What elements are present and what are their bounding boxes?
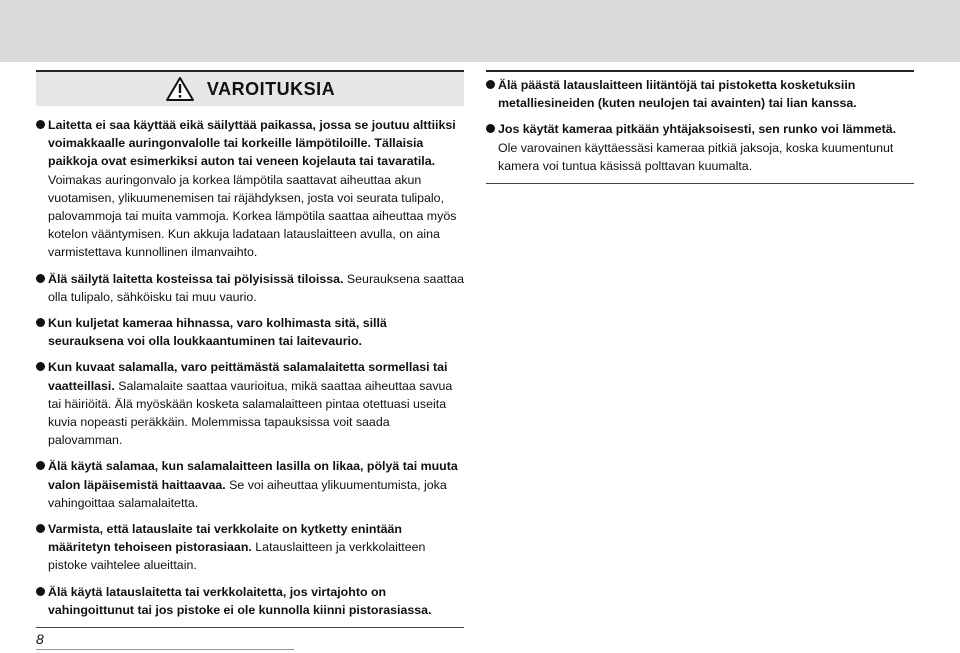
warning-triangle-icon xyxy=(165,76,195,102)
footer-rule xyxy=(36,649,294,650)
warning-item xyxy=(36,358,464,449)
warning-item-bold-text: Kun kuvaat salamalla, varo peittämästä salamalaitetta sormellasi tai vaatteillasi. xyxy=(48,360,448,393)
warning-item xyxy=(486,76,914,112)
warning-item-text: Ole varovainen käyttäessäsi kameraa pitkiä jaksoja, koska kuumentunut kamera voi tuntua käsissä polttavan kuumalta. xyxy=(498,140,894,173)
bullet-icon xyxy=(486,80,495,89)
bullet-icon xyxy=(36,362,45,371)
right-warning-list xyxy=(486,72,914,175)
warning-item-bold-text: Jos käytät kameraa pitkään yhtäjaksoisesti, sen runko voi lämmetä. xyxy=(498,122,897,137)
warning-item-bold-text: Kun kuljetat kameraa hihnassa, varo kolhimasta sitä, sillä seurauksena voi olla loukkaantuminen tai laitevaurio. xyxy=(48,316,387,349)
warning-item-text: Se voi aiheuttaa ylikuumentumista, joka vahingoittaa salamalaitetta. xyxy=(48,477,447,510)
warning-item-text: Latauslaitteen ja verkkolaitteen pistoke vaihtelee alueittain. xyxy=(48,540,426,573)
warning-item xyxy=(36,583,464,619)
bullet-icon xyxy=(486,124,495,133)
bullet-icon xyxy=(36,318,45,327)
bullet-icon xyxy=(36,274,45,283)
bullet-icon xyxy=(36,120,45,129)
bullet-icon xyxy=(36,461,45,470)
warning-item-bold-text: Laitetta ei saa käyttää eikä säilyttää paikassa, jossa se joutuu alttiiksi voimakkaalle auringonvalolle tai korkeille lämpötiloille. Tällaisia paikkoja ovat esimerkiksi auton tai veneen kojelauta tai tavaratila. xyxy=(48,118,456,169)
warning-item-text: Salamalaite saattaa vaurioitua, mikä saattaa aiheuttaa savua tai häiriöitä. Älä myöskään kosketa salamalaitteen pintaa otettuasi useita kuvia nopeasti peräkkäin. Molemmissa tapauksissa voit saada palovamman. xyxy=(48,378,453,448)
warning-banner xyxy=(36,70,464,106)
warning-item-bold-text: Varmista, että latauslaite tai verkkolaite on kytketty enintään määritetyn tehoiseen pistorasiaan. xyxy=(48,522,402,555)
bullet-icon xyxy=(36,587,45,596)
left-column xyxy=(36,70,464,628)
bullet-icon xyxy=(36,524,45,533)
warning-item-bold-text: Älä käytä latauslaitetta tai verkkolaitetta, jos virtajohto on vahingoittunut tai jos pistoke ei ole kunnolla kiinni pistorasiassa. xyxy=(48,584,432,617)
warning-item xyxy=(36,520,464,575)
right-bottom-rule xyxy=(486,183,914,184)
page-number: 8 xyxy=(36,631,44,647)
warning-item xyxy=(36,314,464,350)
warning-item-bold-text: Älä päästä latauslaitteen liitäntöjä tai pistoketta kosketuksiin metalliesineiden (kuten neulojen tai avainten) tai lian kanssa. xyxy=(498,78,857,111)
warning-item xyxy=(486,120,914,175)
right-column xyxy=(486,70,914,184)
warning-item xyxy=(36,270,464,306)
warning-item-bold-text: Älä käytä salamaa, kun salamalaitteen lasilla on likaa, pölyä tai muuta valon läpäisemistä haittaavaa. xyxy=(48,459,458,492)
warning-item-text: Seurauksena saattaa olla tulipalo, sähköisku tai muu vaurio. xyxy=(48,271,465,304)
left-warning-list xyxy=(36,106,464,619)
warning-title: VAROITUKSIA xyxy=(206,78,336,99)
left-bottom-rule xyxy=(36,627,464,628)
warning-item-bold-text: Älä säilytä laitetta kosteissa tai pölyisissä tiloissa. xyxy=(48,271,344,286)
warning-item xyxy=(36,457,464,512)
warning-item xyxy=(36,116,464,262)
top-gray-bar xyxy=(0,0,960,62)
warning-item-text: Voimakas auringonvalo ja korkea lämpötila saattavat aiheuttaa akun vuotamisen, ylikuumenemisen tai räjähdyksen, josta voi seurata tulipalo, palovammoja tai muita vammoja. Korkea lämpötila saattaa aiheuttaa myös kotelon vääntymisen. Kun akkuja ladataan latauslaitteen avulla, on aina varmistettava kunnollinen ilmanvaihto. xyxy=(48,172,457,260)
